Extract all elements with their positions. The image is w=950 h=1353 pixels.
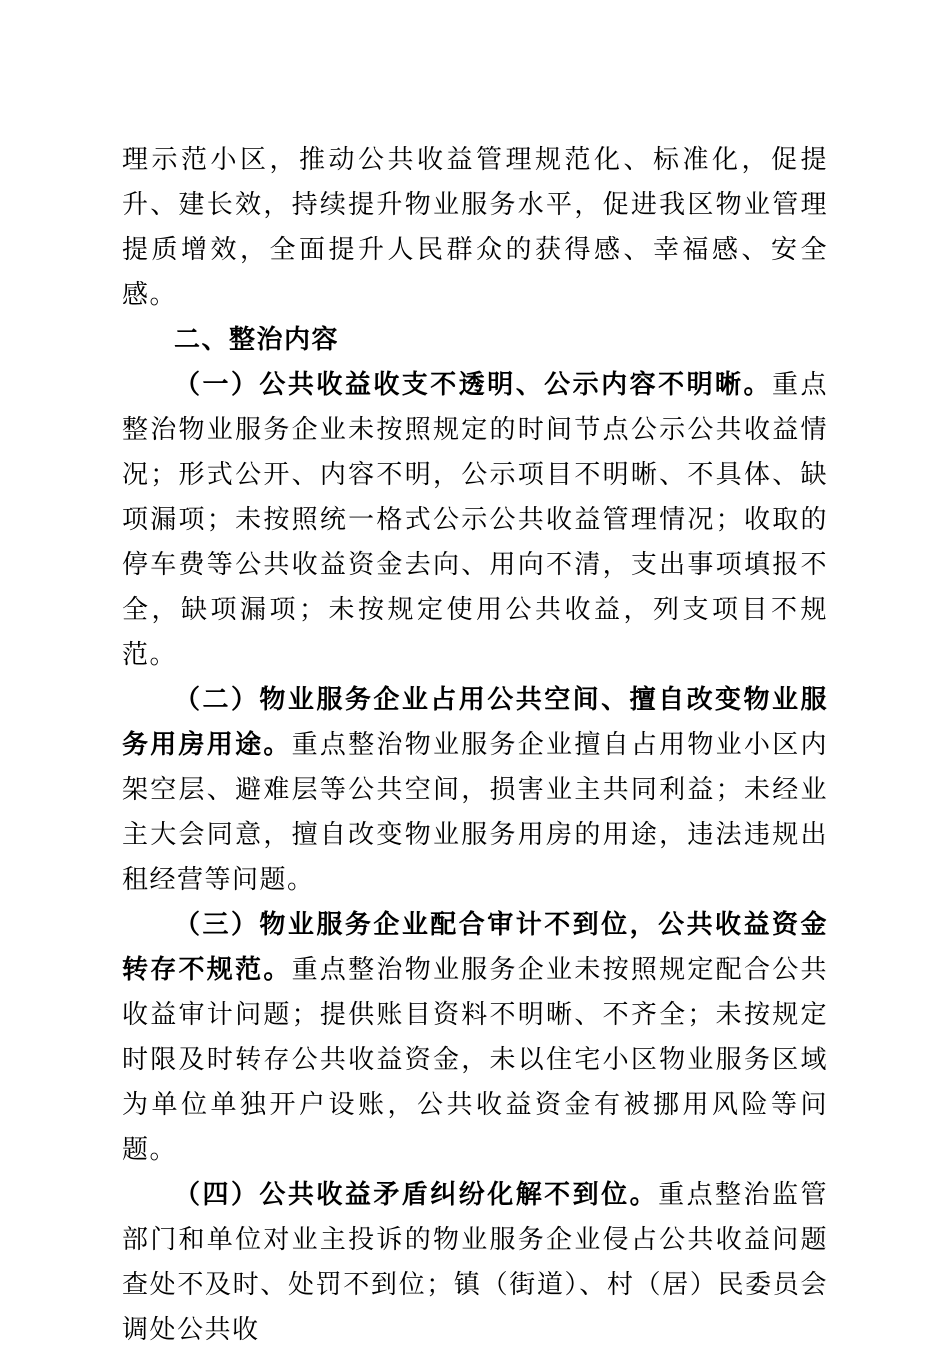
item-paragraph-1 xyxy=(122,363,828,678)
item-body-2: 重点整治物业服务企业擅自占用物业小区内架空层、避难层等公共空间，损害业主共同利益；未经业主大会同意，擅自改变物业服务用房的用途，违法违规出租经营等问题。 xyxy=(122,730,828,895)
item-paragraph-2 xyxy=(122,678,828,903)
item-lead-4: （四）公共收益矛盾纠纷化解不到位。 xyxy=(174,1180,659,1210)
document-body xyxy=(122,138,828,1353)
item-body-4: 重点整治监管部门和单位对业主投诉的物业服务企业侵占公共收益问题查处不及时、处罚不到位；镇（街道）、村（居）民委员会调处公共收 xyxy=(122,1180,828,1345)
item-lead-1: （一）公共收益收支不透明、公示内容不明晰。 xyxy=(174,370,772,400)
item-paragraph-4 xyxy=(122,1173,828,1353)
intro-continuation-paragraph: 理示范小区，推动公共收益管理规范化、标准化，促提升、建长效，持续提升物业服务水平，促进我区物业管理提质增效，全面提升人民群众的获得感、幸福感、安全感。 xyxy=(122,145,828,310)
item-body-1: 重点整治物业服务企业未按照规定的时间节点公示公共收益情况；形式公开、内容不明，公示项目不明晰、不具体、缺项漏项；未按照统一格式公示公共收益管理情况；收取的停车费等公共收益资金去向、用向不清，支出事项填报不全，缺项漏项；未按规定使用公共收益，列支项目不规范。 xyxy=(122,370,828,670)
item-lead-3: （三）物业服务企业配合审计不到位，公共收益资金转存不规范。 xyxy=(122,910,828,985)
item-paragraph-3 xyxy=(122,903,828,1173)
item-lead-2: （二）物业服务企业占用公共空间、擅自改变物业服务用房用途。 xyxy=(122,685,828,760)
section-heading: 二、整治内容 xyxy=(174,325,340,355)
item-body-3: 重点整治物业服务企业未按照规定配合公共收益审计问题；提供账目资料不明晰、不齐全；未按规定时限及时转存公共收益资金，未以住宅小区物业服务区域为单位单独开户设账，公共收益资金有被挪用风险等问题。 xyxy=(122,955,828,1165)
